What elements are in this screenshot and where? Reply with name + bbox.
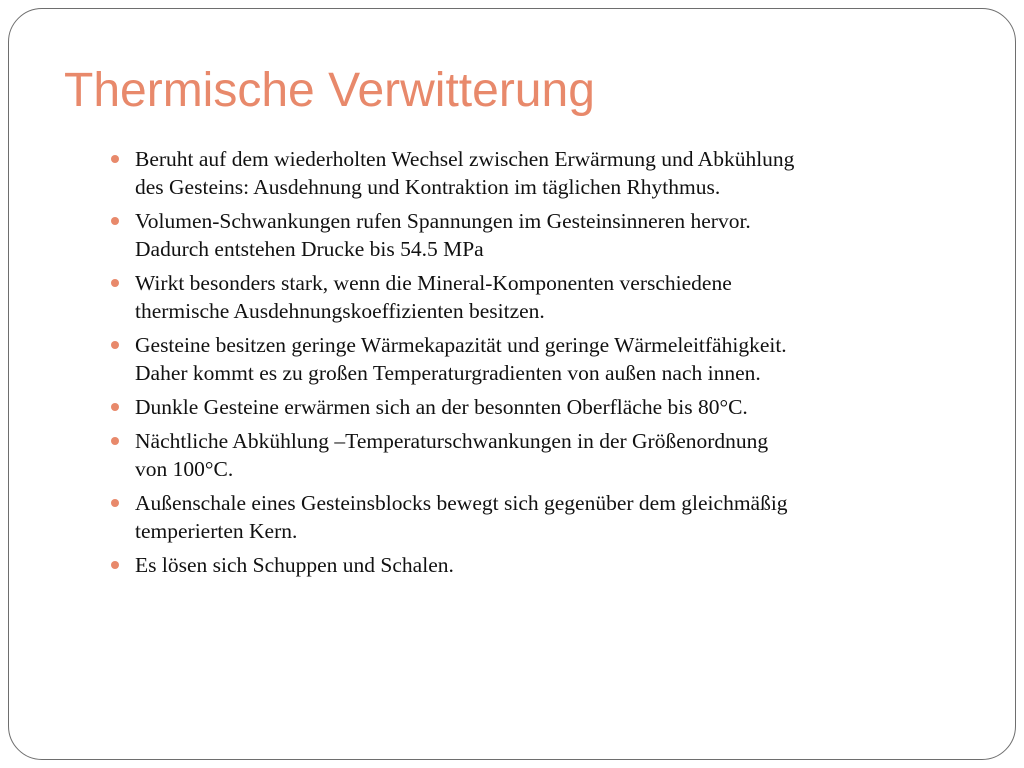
- bullet-text-line: Volumen-Schwankungen rufen Spannungen im Gesteinsinneren hervor.: [135, 209, 751, 233]
- bullet-dot-icon: [111, 217, 119, 225]
- bullet-dot-icon: [111, 561, 119, 569]
- bullet-list: [109, 145, 939, 585]
- bullet-item: [109, 551, 939, 579]
- bullet-text-line: Dunkle Gesteine erwärmen sich an der besonnten Oberfläche bis 80°C.: [135, 395, 748, 419]
- bullet-dot-icon: [111, 279, 119, 287]
- bullet-text-line: temperierten Kern.: [135, 519, 298, 543]
- bullet-item: [109, 269, 939, 325]
- bullet-text-line: Dadurch entstehen Drucke bis 54.5 MPa: [135, 237, 484, 261]
- bullet-item: [109, 331, 939, 387]
- bullet-item: [109, 393, 939, 421]
- bullet-text-line: Außenschale eines Gesteinsblocks bewegt sich gegenüber dem gleichmäßig: [135, 491, 788, 515]
- slide-title: Thermische Verwitterung: [64, 64, 595, 117]
- bullet-text-line: des Gesteins: Ausdehnung und Kontraktion im täglichen Rhythmus.: [135, 175, 721, 199]
- bullet-text-line: thermische Ausdehnungskoeffizienten besitzen.: [135, 299, 545, 323]
- bullet-text-line: Gesteine besitzen geringe Wärmekapazität und geringe Wärmeleitfähigkeit.: [135, 333, 787, 357]
- bullet-item: [109, 427, 939, 483]
- bullet-text-line: von 100°C.: [135, 457, 234, 481]
- bullet-text-line: Es lösen sich Schuppen und Schalen.: [135, 553, 454, 577]
- bullet-item: [109, 145, 939, 201]
- bullet-text-line: Nächtliche Abkühlung –Temperaturschwankungen in der Größenordnung: [135, 429, 769, 453]
- bullet-dot-icon: [111, 341, 119, 349]
- slide-frame: [8, 8, 1016, 760]
- bullet-text-line: Wirkt besonders stark, wenn die Mineral-Komponenten verschiedene: [135, 271, 732, 295]
- bullet-item: [109, 207, 939, 263]
- bullet-dot-icon: [111, 437, 119, 445]
- bullet-item: [109, 489, 939, 545]
- bullet-dot-icon: [111, 155, 119, 163]
- bullet-text-line: Daher kommt es zu großen Temperaturgradienten von außen nach innen.: [135, 361, 761, 385]
- bullet-dot-icon: [111, 499, 119, 507]
- bullet-dot-icon: [111, 403, 119, 411]
- bullet-text-line: Beruht auf dem wiederholten Wechsel zwischen Erwärmung und Abkühlung: [135, 147, 795, 171]
